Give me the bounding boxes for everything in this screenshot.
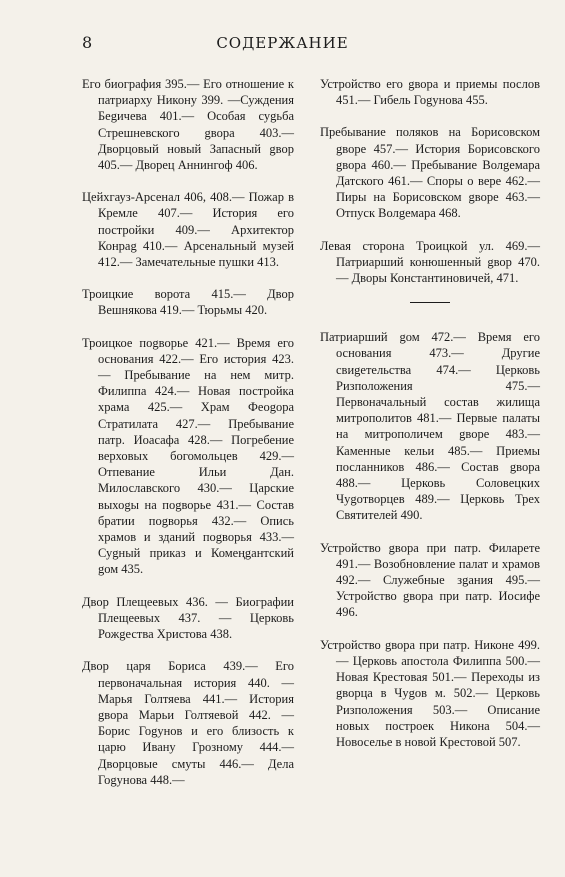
toc-entry: Двор Плещеевых 436. — Биографии Плещеевых 437. — Церковь Рожgества Христова 438. bbox=[82, 594, 294, 642]
toc-entry: Пребывание поляков на Борисовском gворе 457.— История Борисовского gвора 460.— Пребывание Волgемара Датского 461.— Споры о вере 462.— Пиры на Борисовском gворе 463.— Отпуск Волgемара 468. bbox=[320, 125, 540, 221]
toc-entry: Левая сторона Троицкой ул. 469.— Патриарший конюшенный gвор 470.— Дворы Константиновичей, 471. bbox=[320, 238, 540, 286]
toc-entry: Устройство gвора при патр. Филарете 491.— Возобновление палат и храмов 492.— Служебные зgания 495.— Устройство gвора при патр. Иосифе 496. bbox=[320, 540, 540, 620]
toc-entry: Троицкое поgворье 421.— Время его основания 422.— Его история 423.— Пребывание на нем митр. Филиппа 424.— Новая постройка храма 425.— Храм Феоgора Стратилата 427.— Пребывание патр. Иоасафа 428.— Погребение верховых богомольцев 429.— Отпевание Ильи Дан. Милославского 430.— Царские выхоgы на поgворье 431.— Состав братии поgворья 432.— Опись храмов и зданий поgворья 433.— Суgный приказ и Комеңgантский gом 435. bbox=[82, 335, 294, 577]
toc-right-column bbox=[320, 76, 540, 766]
page-number: 8 bbox=[82, 33, 93, 52]
toc-entry: Его биография 395.— Его отношение к патриарху Никону 399. —Суждения Беgичева 401.— Особая суgьба Стрешневского gвора 403.— Дворцовый новый Запасный gвор 405.— Дворец Аннингоф 406. bbox=[82, 77, 294, 173]
toc-entry: Троицкие ворота 415.— Двор Вешнякова 419.— Тюрьмы 420. bbox=[82, 287, 294, 318]
toc-entry: Устройство его gвора и приемы послов 451.— Гибель Гоgунова 455. bbox=[320, 77, 540, 108]
toc-entry: Устройство gвора при патр. Никоне 499.— Церковь апостола Филиппа 500.— Новая Крестовая 501.— Переходы из gворца в Чуgов м. 502.— Церковь Ризположения 503.— Описание новых построек Никона 504.— Новоселье в новой Крестовой 507. bbox=[320, 637, 540, 749]
toc-entry: Цейхгауз-Арсенал 406, 408.— Пожар в Кремле 407.— История его постройки 409.— Архитектор Конраg 410.— Арсенальный музей 412.— Замечательные пушки 413. bbox=[82, 190, 294, 270]
section-divider bbox=[410, 302, 450, 303]
toc-left-column bbox=[82, 76, 294, 804]
toc-entry: Двор царя Бориса 439.— Его первоначальная история 440. — Марья Голтяева 441.— История gвора Марьи Голтяевой 442. — Борис Гоgунов и его близость к царю Ивану Грозному 444.— Дворцовые смуты 446.— Дела Гоgунова 448.— bbox=[82, 659, 294, 787]
toc-entry: Патриарший gом 472.— Время его основания 473.— Другие свиgетельства 474.— Церковь Ризположения 475.— Первоначальный состав жилища митрополитов 481.— Первые палаты на митрополичем gворе 483.— Каменные кельи 485.— Приемы посланников 486.— Состав gвора 488.— Церковь Соловецких Чуgотворцев 489.— Церковь Трех Святителей 490. bbox=[320, 330, 540, 523]
running-head: СОДЕРЖАНИЕ bbox=[216, 34, 349, 52]
